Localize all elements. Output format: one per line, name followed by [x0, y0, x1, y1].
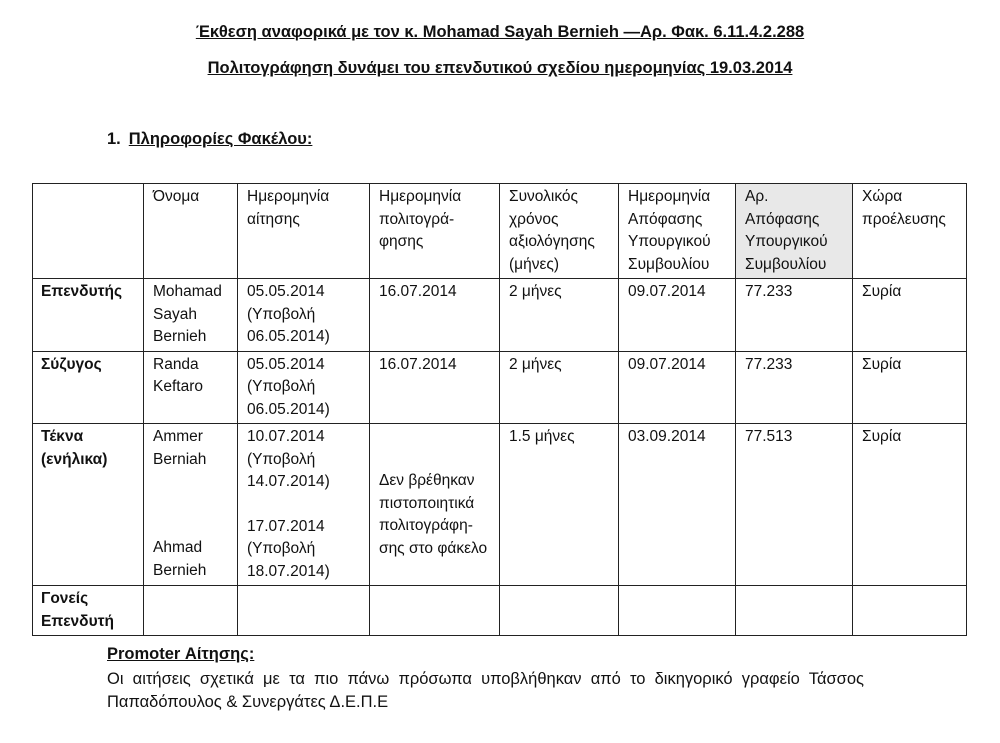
application-submitted-2: (Υποβολή 18.07.2014): [247, 540, 330, 580]
header-cell-decision-number: Αρ. Απόφασης Υπουργικού Συμβουλίου: [736, 184, 853, 279]
header-cell-naturalisation-date: Ημερομηνία πολιτογρά-φησης: [370, 184, 500, 279]
child-name-2: Ahmad Bernieh: [153, 539, 207, 579]
evaluation-time-cell: 2 μήνες: [500, 351, 619, 424]
evaluation-time-cell: 2 μήνες: [500, 279, 619, 352]
country-cell: Συρία: [853, 424, 967, 586]
header-cell-country: Χώρα προέλευσης: [853, 184, 967, 279]
promoter-text: Οι αιτήσεις σχετικά με τα πιο πάνω πρόσωπα υποβλήθηκαν από το δικηγορικό γραφείο Τάσσος Παπαδόπουλος & Συνεργάτες Δ.Ε.Π.Ε: [107, 670, 864, 711]
row-label: Γονείς Επενδυτή: [33, 586, 144, 636]
section-heading: [107, 130, 312, 149]
application-date-cell: [238, 586, 370, 636]
decision-number-cell: 77.233: [736, 279, 853, 352]
naturalisation-date-cell: [370, 586, 500, 636]
child-name-1: Ammer Berniah: [153, 428, 207, 468]
file-info-table: [32, 183, 967, 636]
evaluation-time-cell: 1.5 μήνες: [500, 424, 619, 586]
header-cell-empty: [33, 184, 144, 279]
decision-date-cell: 09.07.2014: [619, 351, 736, 424]
application-date: 10.07.2014: [247, 428, 325, 445]
application-date: 05.05.2014: [247, 355, 325, 373]
decision-number-cell: 77.233: [736, 351, 853, 424]
decision-date-cell: [619, 586, 736, 636]
decision-date-cell: 03.09.2014: [619, 424, 736, 586]
row-label: Σύζυγος: [33, 351, 144, 424]
row-label: Επενδυτής: [33, 279, 144, 352]
decision-number-cell: [736, 586, 853, 636]
application-submitted: (Υποβολή 14.07.2014): [247, 450, 330, 490]
promoter-heading: Promoter Αίτησης:: [107, 645, 255, 663]
application-date: 05.05.2014: [247, 283, 325, 300]
header-cell-name: Όνομα: [144, 184, 238, 279]
country-cell: Συρία: [853, 279, 967, 352]
name-cell: [144, 424, 238, 586]
document-subtitle: Πολιτογράφηση δυνάμει του επενδυτικού σχεδίου ημερομηνίας 19.03.2014: [207, 59, 793, 77]
application-date-2: 17.07.2014: [247, 517, 325, 535]
naturalisation-note: Δεν βρέθηκαν πιστοποιητικά πολιτογράφη-σης στο φάκελο: [379, 472, 488, 557]
document-title: Έκθεση αναφορικά με τον κ. Mohamad Sayah Bernieh —Αρ. Φακ. 6.11.4.2.288: [195, 23, 805, 41]
country-cell: Συρία: [853, 351, 967, 424]
row-label: Τέκνα (ενήλικα): [33, 424, 144, 586]
name-cell: Mohamad Sayah Bernieh: [144, 279, 238, 352]
table-row: [33, 424, 967, 586]
decision-date-cell: 09.07.2014: [619, 279, 736, 352]
header-cell-application-date: Ημερομηνία αίτησης: [238, 184, 370, 279]
naturalisation-date-cell: [370, 424, 500, 586]
header-cell-evaluation-time: Συνολικός χρόνος αξιολόγησης (μήνες): [500, 184, 619, 279]
table-row: [33, 351, 967, 424]
application-submitted: (Υποβολή 06.05.2014): [247, 378, 330, 418]
evaluation-time-cell: [500, 586, 619, 636]
table-row: [33, 586, 967, 636]
section-label: Πληροφορίες Φακέλου:: [128, 130, 313, 148]
table-row: [33, 279, 967, 352]
naturalisation-date-cell: 16.07.2014: [370, 279, 500, 352]
application-date-cell: [238, 424, 370, 586]
decision-number-cell: 77.513: [736, 424, 853, 586]
section-number: 1.: [107, 130, 121, 148]
name-cell: [144, 586, 238, 636]
application-submitted: (Υποβολή 06.05.2014): [247, 305, 330, 345]
application-date-cell: [238, 351, 370, 424]
naturalisation-date-cell: 16.07.2014: [370, 351, 500, 424]
country-cell: [853, 586, 967, 636]
name-cell: Randa Keftaro: [144, 351, 238, 424]
application-date-cell: [238, 279, 370, 352]
table-header-row: [33, 184, 967, 279]
header-cell-decision-date: Ημερομηνία Απόφασης Υπουργικού Συμβουλίου: [619, 184, 736, 279]
